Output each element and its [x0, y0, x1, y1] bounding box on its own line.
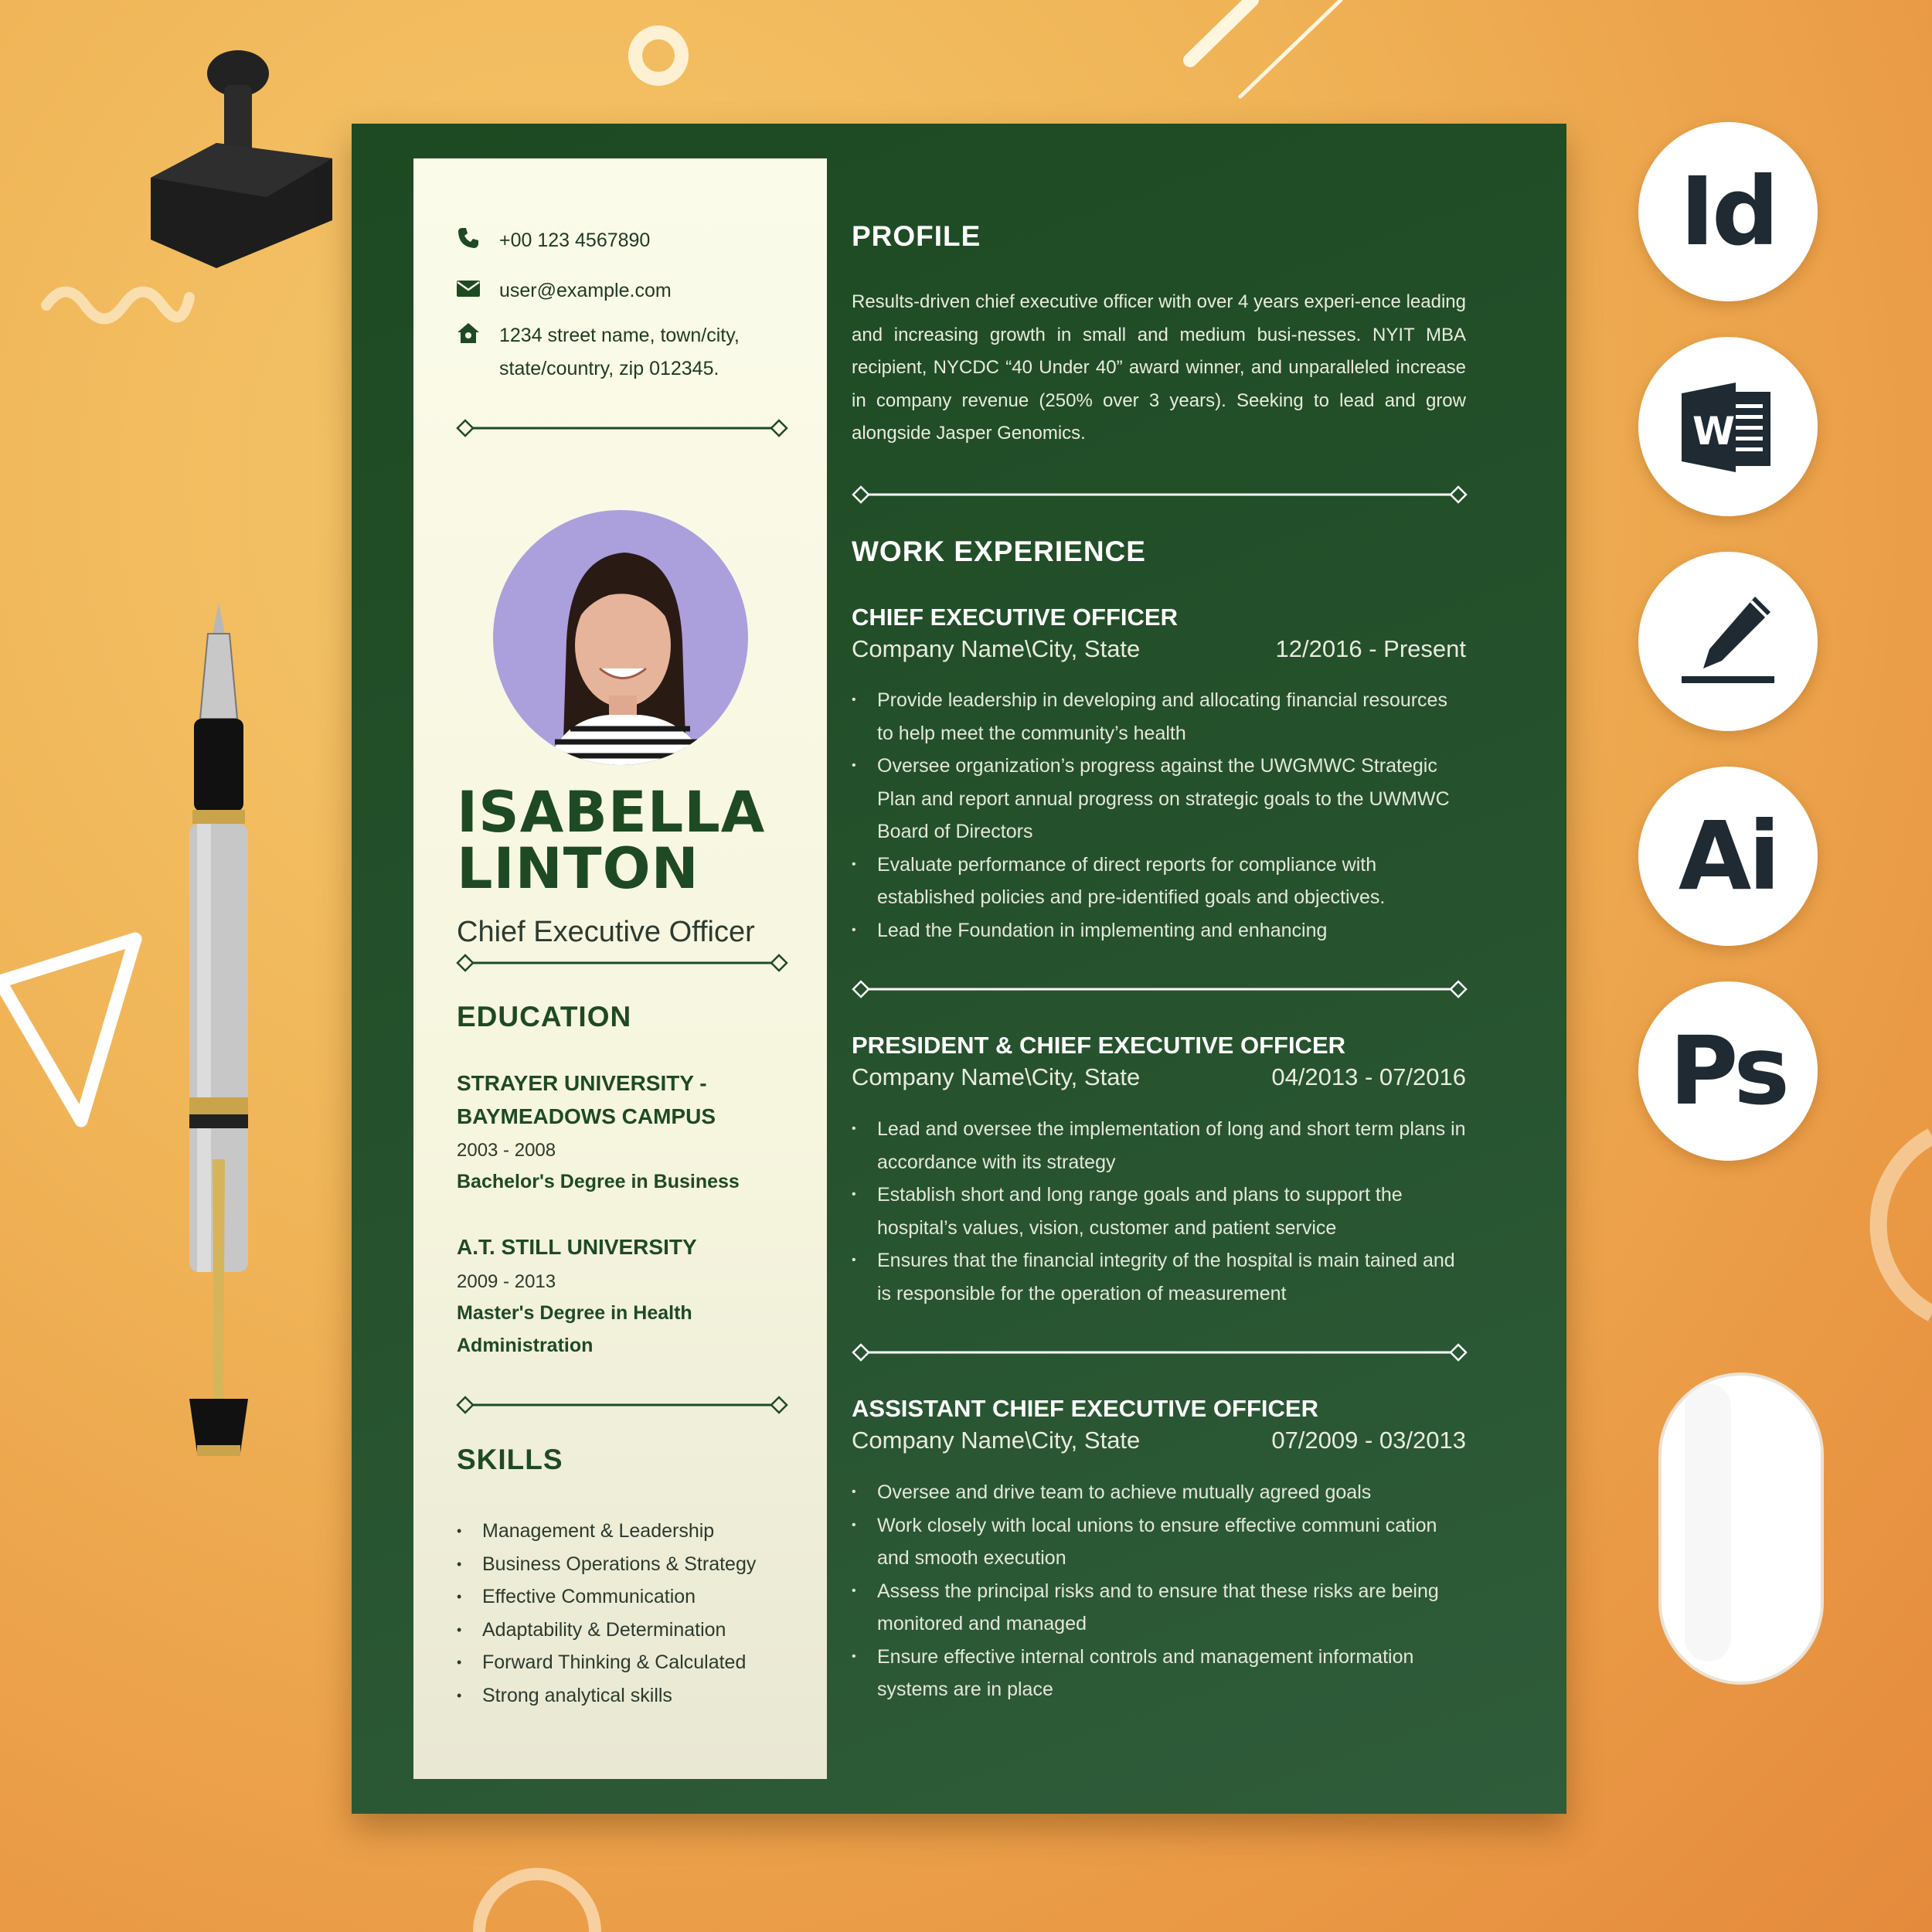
job-dates: 04/2013 - 07/2016 — [1271, 1063, 1466, 1090]
job-company: Company Name\City, State — [852, 635, 1141, 662]
job-bullet: • Ensures that the financial integrity of the hospital is main tained and is responsible for the operation of measurement — [852, 1244, 1466, 1310]
contact-address — [456, 319, 740, 386]
job-bullet: • Work closely with local unions to ensure effective communi cation and smooth execution — [852, 1509, 1466, 1575]
skill-item: • Effective Communication — [457, 1580, 756, 1614]
skill-item: • Strong analytical skills — [457, 1679, 756, 1713]
job-bullets — [852, 1113, 1466, 1310]
job-bullet: • Evaluate performance of direct reports for compliance with established policies and pre-identified goals and objectives. — [852, 849, 1466, 914]
address-text: 1234 street name, town/city, state/country, zip 012345. — [499, 325, 740, 379]
education-school: STRAYER UNIVERSITY - BAYMEADOWS CAMPUS — [457, 1071, 716, 1128]
job-bullet: • Lead and oversee the implementation of long and short term plans in accordance with its strategy — [852, 1113, 1466, 1179]
job-bullets — [852, 1476, 1466, 1706]
job-dates: 12/2016 - Present — [1275, 635, 1466, 662]
job-bullet: • Provide leadership in developing and allocating financial resources to help meet the community’s health — [852, 684, 1466, 750]
skills-title: SKILLS — [457, 1444, 563, 1475]
job-meta — [852, 635, 1466, 663]
education-years: 2009 - 2013 — [457, 1271, 556, 1292]
job-title: CHIEF EXECUTIVE OFFICER — [852, 604, 1178, 631]
job-company: Company Name\City, State — [852, 1063, 1141, 1090]
stamp-icon — [139, 43, 340, 274]
phone-icon — [456, 226, 481, 250]
job-meta — [852, 1063, 1466, 1091]
education-years: 2003 - 2008 — [457, 1140, 556, 1161]
resume-page — [352, 124, 1566, 1814]
education-degree: Bachelor's Degree in Business — [457, 1171, 740, 1192]
skill-item: • Business Operations & Strategy — [457, 1548, 756, 1581]
job-title: ASSISTANT CHIEF EXECUTIVE OFFICER — [852, 1395, 1318, 1422]
skill-item: • Management & Leadership — [457, 1515, 756, 1548]
contact-phone — [456, 224, 650, 257]
skills-list — [457, 1515, 756, 1712]
section-divider — [456, 419, 788, 437]
section-divider — [852, 1343, 1470, 1362]
computer-mouse-icon — [1654, 1368, 1832, 1685]
job-bullet: • Lead the Foundation in implementing and enhancing — [852, 914, 1466, 947]
signature-icon — [1638, 552, 1818, 731]
fountain-pen-icon — [166, 603, 274, 1468]
profile-title: PROFILE — [852, 220, 981, 252]
job-bullet: • Establish short and long range goals and plans to support the hospital’s values, vision, customer and patient service — [852, 1179, 1466, 1244]
education-school: A.T. STILL UNIVERSITY — [457, 1235, 697, 1259]
work-experience-title: WORK EXPERIENCE — [852, 536, 1146, 567]
profile-photo — [493, 510, 748, 765]
job-title: PRESIDENT & CHIEF EXECUTIVE OFFICER — [852, 1032, 1346, 1059]
section-divider — [456, 954, 788, 972]
word-icon — [1638, 337, 1818, 516]
section-divider — [852, 980, 1470, 998]
education-title: EDUCATION — [457, 1001, 632, 1032]
indesign-icon: Id — [1638, 122, 1818, 301]
svg-text:W: W — [1692, 409, 1736, 454]
contact-email — [456, 274, 672, 308]
job-dates: 07/2009 - 03/2013 — [1271, 1427, 1466, 1454]
job-meta — [852, 1427, 1466, 1454]
skill-item: • Forward Thinking & Calculated — [457, 1646, 756, 1679]
job-company: Company Name\City, State — [852, 1427, 1141, 1454]
job-bullet: • Assess the principal risks and to ensure that these risks are being monitored and managed — [852, 1575, 1466, 1641]
person-name: ISABELLA LINTON — [457, 780, 766, 902]
email-icon — [456, 276, 481, 301]
home-icon — [456, 321, 481, 345]
job-bullet: • Ensure effective internal controls and management information systems are in place — [852, 1641, 1466, 1706]
job-bullet: • Oversee and drive team to achieve mutually agreed goals — [852, 1476, 1466, 1509]
email-text: user@example.com — [499, 280, 672, 301]
resume-main — [852, 124, 1470, 1814]
person-role: Chief Executive Officer — [457, 916, 755, 948]
illustrator-icon: Ai — [1638, 767, 1818, 946]
section-divider — [852, 485, 1470, 504]
skill-item: • Adaptability & Determination — [457, 1614, 756, 1647]
job-bullets — [852, 684, 1466, 947]
education-degree: Master's Degree in Health Administration — [457, 1302, 692, 1356]
phone-text: +00 123 4567890 — [499, 230, 651, 251]
resume-sidebar — [413, 158, 827, 1779]
section-divider — [456, 1396, 788, 1414]
profile-text: Results-driven chief executive officer with over 4 years experi-ence leading and increasing growth in small and medium busi-nesses. NYIT MBA recipient, NYCDC “40 Under 40” award winner, and unparalleled increase in company revenue (250% over 3 years). Seeking to lead and grow alongside Jasper Genomics. — [852, 291, 1466, 444]
job-bullet: • Oversee organization’s progress against the UWGMWC Strategic Plan and report annual progress on strategic goals to the UWMWC Board of Directors — [852, 750, 1466, 849]
photoshop-icon: Ps — [1638, 981, 1818, 1161]
